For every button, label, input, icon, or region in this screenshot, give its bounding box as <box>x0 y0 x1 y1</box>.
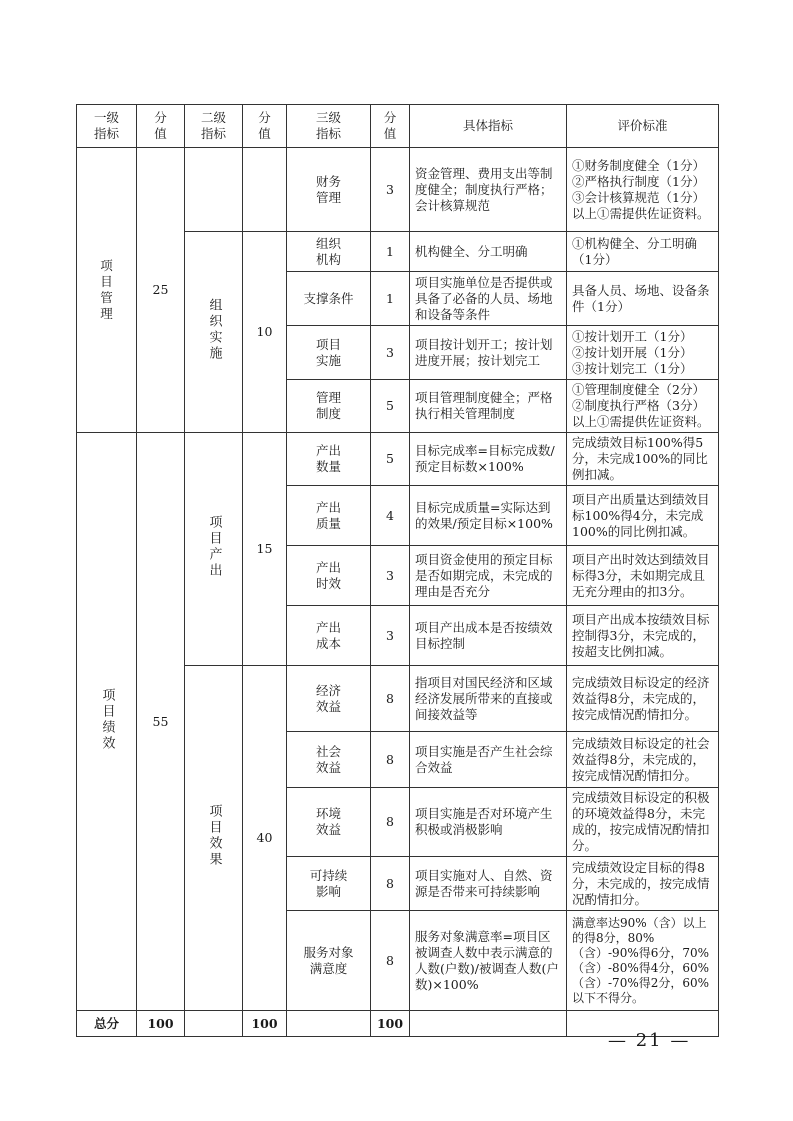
criteria-cell: 项目产出质量达到绩效目标100%得4分，未完成100%的同比例扣减。 <box>567 486 719 546</box>
level3-cell: 社会 效益 <box>287 732 371 788</box>
level3-score: 3 <box>371 606 410 666</box>
total-empty-cell <box>185 1011 243 1037</box>
level3-score: 4 <box>371 486 410 546</box>
total-empty-cell <box>410 1011 567 1037</box>
criteria-cell: ①按计划开工（1分） ②按计划开展（1分） ③按计划完工（1分） <box>567 326 719 380</box>
header-cell: 二级 指标 <box>185 105 243 148</box>
criteria-cell: 完成绩效目标100%得5分，未完成100%的同比例扣减。 <box>567 433 719 486</box>
criteria-cell: 完成绩效目标设定的经济效益得8分，未完成的，按完成情况酌情扣分。 <box>567 666 719 732</box>
level3-cell: 组织 机构 <box>287 232 371 272</box>
level2-score-empty-cell <box>243 148 287 232</box>
level1-score: 55 <box>137 433 185 1011</box>
level3-score: 3 <box>371 546 410 606</box>
spec-cell: 机构健全、分工明确 <box>410 232 567 272</box>
level1-cell: 项 目 管 理 <box>77 148 137 433</box>
level3-cell: 服务对象 满意度 <box>287 911 371 1011</box>
level3-score: 3 <box>371 326 410 380</box>
level3-score: 8 <box>371 857 410 911</box>
level3-score: 3 <box>371 148 410 232</box>
level3-cell: 产出 质量 <box>287 486 371 546</box>
criteria-cell: 项目产出成本按绩效目标控制得3分，未完成的，按超支比例扣减。 <box>567 606 719 666</box>
spec-cell: 项目实施是否产生社会综合效益 <box>410 732 567 788</box>
header-cell: 分 值 <box>137 105 185 148</box>
level3-score: 5 <box>371 433 410 486</box>
level2-cell: 项目效果 <box>185 666 243 1011</box>
criteria-cell: ①管理制度健全（2分） ②制度执行严格（3分） 以上①需提供佐证资料。 <box>567 380 719 433</box>
level3-cell: 支撑条件 <box>287 272 371 326</box>
spec-cell: 服务对象满意率=项目区被调查人数中表示满意的人数(户数)/被调查人数(户数)×100% <box>410 911 567 1011</box>
level3-score: 1 <box>371 272 410 326</box>
criteria-cell: 完成绩效目标设定的积极的环境效益得8分，未完成的，按完成情况酌情扣分。 <box>567 788 719 857</box>
level3-score: 1 <box>371 232 410 272</box>
spec-cell: 项目资金使用的预定目标是否如期完成，未完成的理由是否充分 <box>410 546 567 606</box>
spec-cell: 项目实施是否对环境产生积极或消极影响 <box>410 788 567 857</box>
level3-cell: 经济 效益 <box>287 666 371 732</box>
spec-cell: 项目实施对人、自然、资源是否带来可持续影响 <box>410 857 567 911</box>
spec-cell: 指项目对国民经济和区域经济发展所带来的直接或间接效益等 <box>410 666 567 732</box>
level3-cell: 可持续 影响 <box>287 857 371 911</box>
spec-cell: 项目管理制度健全；严格执行相关管理制度 <box>410 380 567 433</box>
header-cell: 一级 指标 <box>77 105 137 148</box>
criteria-cell: 完成绩效目标设定的社会效益得8分，未完成的，按完成情况酌情扣分。 <box>567 732 719 788</box>
level3-cell: 管理 制度 <box>287 380 371 433</box>
level3-cell: 产出 成本 <box>287 606 371 666</box>
table-row <box>77 148 719 232</box>
level2-cell: 项目产出 <box>185 433 243 666</box>
spec-cell: 资金管理、费用支出等制度健全；制度执行严格；会计核算规范 <box>410 148 567 232</box>
level3-score: 8 <box>371 732 410 788</box>
level2-score: 40 <box>243 666 287 1011</box>
level3-cell: 产出 时效 <box>287 546 371 606</box>
spec-cell: 目标完成率=目标完成数/预定目标数×100% <box>410 433 567 486</box>
level3-cell: 产出 数量 <box>287 433 371 486</box>
total-level2-score: 100 <box>243 1011 287 1037</box>
level2-score: 10 <box>243 232 287 433</box>
header-cell: 分 值 <box>371 105 410 148</box>
level2-cell: 组织实施 <box>185 232 243 433</box>
criteria-cell: ①机构健全、分工明确 （1分） <box>567 232 719 272</box>
level3-score: 8 <box>371 911 410 1011</box>
level3-cell: 环境 效益 <box>287 788 371 857</box>
spec-cell: 目标完成质量=实际达到的效果/预定目标×100% <box>410 486 567 546</box>
level3-score: 8 <box>371 666 410 732</box>
criteria-cell: 满意率达90%（含）以上的得8分，80%（含）-90%得6分，70%（含）-80%得4分，60%（含）-70%得2分，60%以下不得分。 <box>567 911 719 1011</box>
spec-cell: 项目实施单位是否提供或具备了必备的人员、场地和设备等条件 <box>410 272 567 326</box>
spec-cell: 项目按计划开工；按计划进度开展；按计划完工 <box>410 326 567 380</box>
level1-cell: 项目绩效 <box>77 433 137 1011</box>
level3-score: 8 <box>371 788 410 857</box>
header-row <box>77 105 719 148</box>
spec-cell: 项目产出成本是否按绩效目标控制 <box>410 606 567 666</box>
level3-score: 5 <box>371 380 410 433</box>
level3-cell: 项目 实施 <box>287 326 371 380</box>
header-cell: 具体指标 <box>410 105 567 148</box>
criteria-cell: 具备人员、场地、设备条件（1分） <box>567 272 719 326</box>
header-cell: 评价标准 <box>567 105 719 148</box>
total-empty-cell <box>287 1011 371 1037</box>
header-cell: 三级 指标 <box>287 105 371 148</box>
page-number: — 21 — <box>608 1030 691 1051</box>
table-row <box>77 433 719 486</box>
criteria-cell: 完成绩效设定目标的得8分，未完成的，按完成情况酌情扣分。 <box>567 857 719 911</box>
criteria-cell: 项目产出时效达到绩效目标得3分，未如期完成且无充分理由的扣3分。 <box>567 546 719 606</box>
level3-cell: 财务 管理 <box>287 148 371 232</box>
evaluation-table <box>76 104 719 1037</box>
criteria-cell: ①财务制度健全（1分） ②严格执行制度（1分） ③会计核算规范（1分） 以上①需提供佐证资料。 <box>567 148 719 232</box>
level1-score: 25 <box>137 148 185 433</box>
total-level3-score: 100 <box>371 1011 410 1037</box>
header-cell: 分 值 <box>243 105 287 148</box>
total-label: 总分 <box>77 1011 137 1037</box>
total-level1-score: 100 <box>137 1011 185 1037</box>
level2-empty-cell <box>185 148 243 232</box>
level2-score: 15 <box>243 433 287 666</box>
